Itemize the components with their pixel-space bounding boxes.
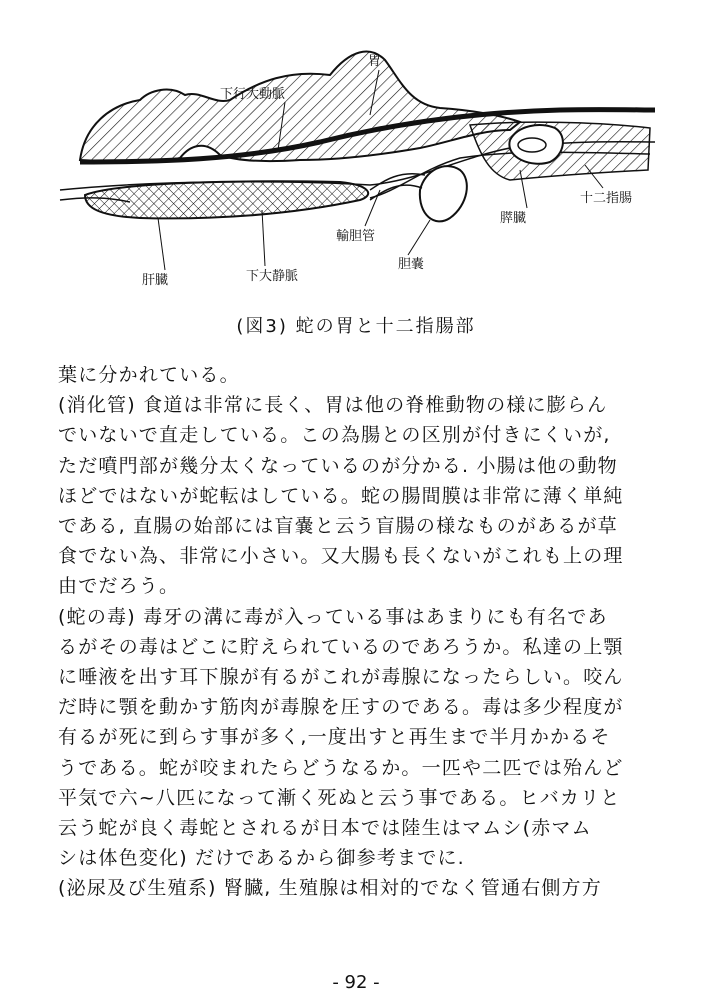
text-line: ほどではないが蛇転はしている。蛇の腸間膜は非常に薄く単純 [58, 484, 624, 507]
label-inferior-vena-cava: 下大静脈 [246, 269, 299, 284]
text-line: (泌尿及び生殖系) 腎臓, 生殖腺は相対的でなく管通右側方方 [58, 877, 602, 900]
text-line: 平気で六~八匹になって漸く死ぬと云う事である。ヒバカリと [58, 786, 621, 809]
text-line: シは体色変化) だけであるから御参考までに. [58, 847, 465, 870]
anatomy-figure [40, 30, 680, 300]
text-line: (消化管) 食道は非常に長く、胃は他の脊椎動物の様に膨らん [58, 394, 608, 417]
body-text [58, 360, 674, 904]
label-duodenum: 十二指腸 [580, 191, 633, 206]
text-line: 葉に分かれている。 [58, 364, 240, 386]
text-line: うである。蛇が咬まれたらどうなるか。一匹や二匹では殆んど [58, 756, 624, 779]
stomach-duodenum-diagram [40, 30, 680, 300]
label-gallbladder: 胆嚢 [398, 257, 425, 272]
text-line: でいないで直走している。この為腸との区別が付きにくいが, [58, 424, 611, 447]
liver-shape [85, 181, 368, 218]
text-line: 食でない為、非常に小さい。又大腸も長くないがこれも上の理 [58, 545, 624, 568]
page-number: - 92 - [332, 972, 380, 993]
figure-caption: (図3) 蛇の胃と十二指腸部 [236, 316, 476, 337]
text-line: に唾液を出す耳下腺が有るがこれが毒腺になったらしい。咬ん [58, 666, 624, 689]
text-line: (蛇の毒) 毒牙の溝に毒が入っている事はあまりにも有名であ [58, 605, 608, 628]
label-liver: 肝臓 [142, 273, 169, 288]
gallbladder-shape [420, 166, 467, 221]
text-line: ただ噴門部が幾分太くなっているのが分かる. 小腸は他の動物 [58, 454, 618, 477]
label-pancreas: 膵臓 [500, 211, 527, 226]
text-line: 云う蛇が良く毒蛇とされるが日本では陸生はマムシ(赤マム [58, 817, 592, 840]
text-line: 有るが死に到らす事が多く,一度出すと再生まで半月かかるそ [58, 726, 611, 749]
text-line: だ時に顎を動かす筋肉が毒腺を圧すのである。毒は多少程度が [58, 696, 624, 719]
label-bile-duct: 輸胆管 [336, 229, 376, 244]
text-line: 由でだろう。 [58, 575, 180, 598]
text-line: るがその毒はどこに貯えられているのであろうか。私達の上顎 [58, 635, 624, 658]
label-stomach: 胃 [368, 54, 382, 69]
label-descending-aorta: 下行大動脈 [220, 87, 286, 102]
text-line: である, 直腸の始部には盲嚢と云う盲腸の様なものがあるが草 [58, 515, 618, 538]
